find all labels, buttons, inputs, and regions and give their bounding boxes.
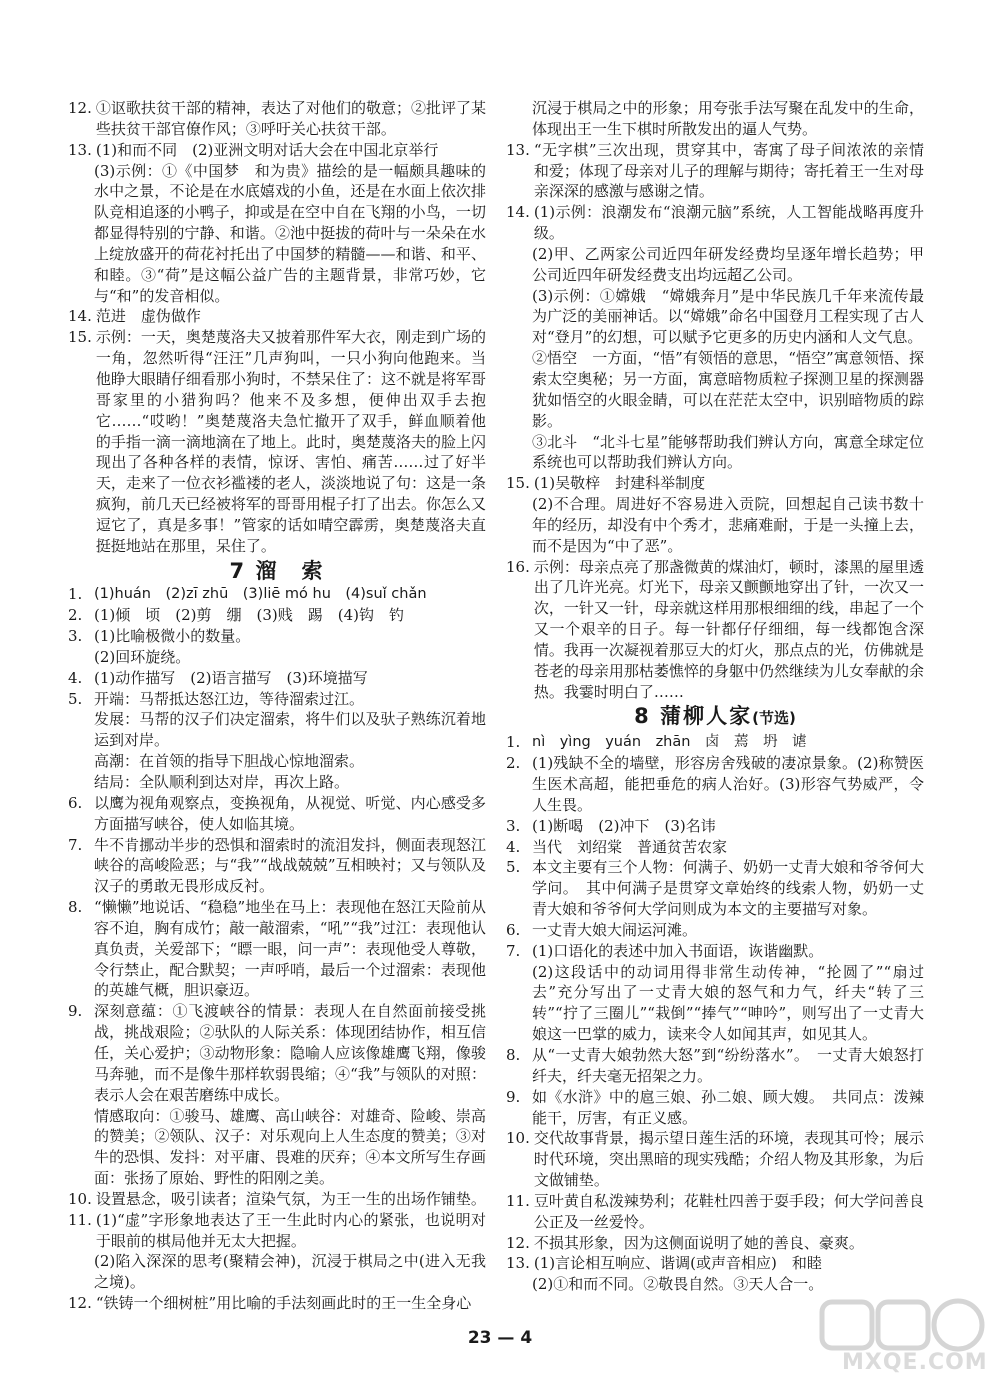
answer-item: [68, 751, 486, 772]
answer-text: (1)断喝 (2)冲下 (3)名讳: [532, 816, 716, 835]
answer-text: (1)“虚”字形象地表达了王一生此时内心的紧张，也说明对于眼前的棋局他并无太大把握。: [95, 1210, 486, 1250]
section-title: 蒲柳人家: [660, 704, 753, 729]
answer-item: [506, 962, 924, 1045]
answer-item: [506, 202, 924, 244]
answer-text: (1)动作描写 (2)语言描写 (3)环境描写: [94, 668, 368, 687]
answer-number: 13.: [68, 140, 92, 159]
answer-number: 6.: [506, 920, 521, 939]
answer-number: [506, 98, 532, 140]
answer-number: 2.: [68, 606, 83, 625]
answer-number: 7.: [68, 835, 83, 854]
answer-text: 以鹰为视角观察点，变换视角，从视觉、听觉、内心感受多方面描写峡谷，使人如临其境。: [94, 793, 486, 833]
answer-text: 不损其形象，因为这侧面说明了她的善良、豪爽。: [533, 1233, 864, 1252]
answer-number: [506, 494, 532, 557]
answer-number: 12.: [68, 99, 92, 117]
answer-item: [68, 1106, 486, 1189]
answer-text: 深刻意蕴：①飞渡峡谷的情景：表现人在自然面前接受挑战，挑战艰险；②驮队的人际关系：体现团结协作，相互信任，关心爱护；③动物形象：隐喻人应该像雄鹰飞翔，像骏马奔驰，而不是像牛那样软弱畏缩；④“我”与领队的对照：表示人会在艰苦磨练中成长。: [94, 1002, 486, 1104]
answer-item: [68, 1001, 486, 1105]
answer-number: 14.: [68, 307, 92, 326]
answer-number: 10.: [68, 1189, 92, 1208]
answer-text: “铁铸一个细树桩”用比喻的手法刻画此时的王一生全身心: [95, 1294, 472, 1313]
answer-item: [506, 1191, 924, 1233]
answer-text: (2)不合理。周进好不容易进入贡院，回想起自己读书数十年的经历，却没有中个秀才，悲痛难耐，于是一头撞上去，而不是因为“中了恶”。: [532, 495, 924, 555]
answer-text: (3)示例：①《中国梦 和为贵》描绘的是一幅颇具趣味的水中之景，不论是在水底嬉戏的小鱼，还是在水面上依次排队竞相追逐的小鸭子，抑或是在空中自在飞翔的小鸟，一切都显得特别的宁静、和谐。②池中挺拔的荷叶与一朵朵在水上绽放盛开的荷花衬托出了中国梦的精髓——和谐、和平、和睦。③“荷”是这幅公益广告的主题背景，非常巧妙，它与“和”的发音相似。: [94, 161, 486, 305]
answer-number: [506, 962, 532, 1045]
answer-number: 3.: [68, 627, 83, 646]
answer-number: [68, 709, 94, 751]
answer-number: [506, 244, 532, 286]
answer-item: [506, 1253, 924, 1274]
answer-item: [506, 732, 924, 753]
answer-item: [68, 835, 486, 898]
answer-text: 当代 刘绍棠 普通贫苦农家: [532, 837, 728, 856]
answer-item: [506, 1128, 924, 1191]
answer-item: [506, 1233, 924, 1254]
answer-number: [68, 161, 94, 307]
answer-item: [506, 244, 924, 286]
answer-number: 5.: [68, 689, 83, 708]
answer-text: 牛不肯挪动半步的恐惧和溜索时的流泪发抖，侧面表现怒江峡谷的高峻险恶；与“我”“战战兢兢”互相映衬；又与领队及汉子的勇敢无畏形成反衬。: [94, 835, 486, 896]
answer-item: [506, 753, 924, 816]
answer-item: [506, 98, 924, 140]
answer-number: 16.: [506, 557, 530, 576]
answer-item: [68, 897, 486, 1001]
answer-text: 情感取向：①骏马、雄鹰、高山峡谷：对雄奇、险峻、崇高的赞美；②领队、汉子：对乐观向上人生态度的赞美；③对牛的恐惧、发抖：对平庸、畏难的厌弃；④本文所写生存画面：张扬了原始、野性的阳刚之美。: [94, 1106, 486, 1188]
answer-item: [506, 920, 924, 941]
answer-number: 8.: [68, 898, 83, 917]
answer-item: [68, 772, 486, 793]
section-heading: [506, 706, 924, 729]
section-number: 8: [634, 704, 651, 729]
answer-text: 沉浸于棋局之中的形象；用夸张手法写聚在乱发中的生命，体现出王一生下棋时所散发出的逼人气势。: [532, 99, 924, 138]
answer-number: 1.: [68, 585, 83, 604]
answer-text: 结局：全队顺利到达对岸，再次上路。: [94, 773, 350, 791]
answer-text: (1)言论相互响应、谐调(或声音相应) 和睦: [533, 1254, 822, 1273]
answer-text: (2)这段话中的动词用得非常生动传神，“抡圆了”“扇过去”充分写出了一丈青大娘的怒气和力气，纤夫“转了三转”“拧了三圈儿”“栽倒”“捧气”“呻吟”，则写出了一丈青大娘这一巴掌的威力，读来令人如闻其声，如见其人。: [532, 962, 924, 1044]
answer-item: [506, 557, 924, 703]
answer-number: 9.: [68, 1002, 83, 1021]
answer-text: 交代故事背景，揭示望日莲生活的环境，表现其可怜；展示时代环境，突出黑暗的现实残酷；介绍人物及其形象，为后文做铺垫。: [533, 1129, 924, 1190]
answer-number: 15.: [68, 328, 92, 347]
answer-number: 14.: [506, 203, 530, 222]
page-number: 23 — 4: [467, 1328, 533, 1348]
answer-item: [68, 605, 486, 626]
answer-number: 13.: [506, 140, 530, 159]
answer-item: [506, 941, 924, 962]
answer-text: 一丈青大娘大闹运河滩。: [532, 920, 698, 939]
answer-item: [68, 140, 486, 161]
answer-number: 5.: [506, 858, 521, 877]
answer-text: (3)示例：①嫦娥 “嫦娥奔月”是中华民族几千年来流传最为广泛的美丽神话。以“嫦娥”命名中国登月工程实现了古人对“登月”的幻想，可以赋予它更多的历史内涵和人文气息。: [532, 286, 924, 347]
answer-text: (2)回环旋绕。: [94, 647, 191, 666]
watermark-seal-icon: [818, 1296, 990, 1356]
section-title: 溜 索: [255, 558, 325, 583]
answer-number: 4.: [68, 668, 83, 687]
answer-item: [506, 348, 924, 431]
left-column: [68, 98, 486, 1314]
right-column: [506, 98, 924, 1295]
answer-text: (1)和而不同 (2)亚洲文明对话大会在中国北京举行: [95, 140, 439, 159]
answer-number: [68, 751, 94, 772]
answer-number: [68, 647, 94, 668]
answer-text: (2)①和而不同。②敬畏自然。③天人合一。: [532, 1275, 824, 1294]
answer-text: 发展：马帮的汉子们决定溜索，将牛们以及驮子熟练沉着地运到对岸。: [94, 710, 486, 750]
section-number: 7: [229, 558, 247, 583]
answer-item: [68, 689, 486, 710]
answer-number: 3.: [506, 816, 521, 835]
answer-item: [506, 816, 924, 837]
answer-number: 7.: [506, 941, 521, 960]
answer-item: [506, 286, 924, 349]
answer-number: [68, 772, 94, 793]
answer-text: (1)倾 顷 (2)剪 绷 (3)贱 踢 (4)钩 钓: [94, 606, 404, 625]
answer-text: 从“一丈青大娘勃然大怒”到“纷纷落水”。 一丈青大娘怒打纤夫，纤夫毫无招架之力。: [532, 1045, 924, 1085]
answer-number: [506, 1274, 532, 1295]
answer-number: 1.: [506, 733, 521, 752]
answer-text: 如《水浒》中的扈三娘、孙二娘、顾大嫂。 共同点：泼辣能干，厉害，有正义感。: [532, 1087, 924, 1127]
answer-text: “懒懒”地说话、“稳稳”地坐在马上：表现他在怒江天险前从容不迫，胸有成竹；敲一敲溜索，“吼”“我”过江：表现他认真负责，关爱部下；“瞟一眼，问一声”：表现他受人尊敬，令行禁止，配合默契；一声呼哨，最后一个过溜索：表现他的英雄气概，胆识豪迈。: [94, 898, 486, 1000]
answer-text: ②悟空 一方面，“悟”有领悟的意思，“悟空”寓意领悟、探索太空奥秘；另一方面，寓意暗物质粒子探测卫星的探测器犹如悟空的火眼金睛，可以在茫茫太空中，识别暗物质的踪影。: [532, 349, 924, 430]
answer-item: [68, 327, 486, 556]
answer-number: 8.: [506, 1045, 521, 1064]
answer-item: [506, 837, 924, 858]
answer-item: [68, 161, 486, 307]
answer-text: (2)陷入深深的思考(聚精会神)，沉浸于棋局之中(进入无我之境)。: [94, 1252, 486, 1292]
answer-text: (1)残缺不全的墙壁，形容房舍残破的凄凉景象。(2)称赞医生医术高超，能把垂危的病人治好。(3)形容气势威严，令人生畏。: [532, 754, 924, 814]
answer-item: [68, 1189, 486, 1210]
answer-text: 示例：母亲点亮了那盏微黄的煤油灯，顿时，漆黑的屋里透出了几许光亮。灯光下，母亲又颤颤地穿出了针，一次又一次，一针又一针，母亲就这样用那根细细的线，串起了一个又一个艰辛的日子。每一针都仔仔细细，每一线都饱含深情。我再一次凝视着那豆大的灯火，那点点的光，仿佛就是苍老的母亲用那枯萎憔悴的身躯中仍然继续为儿女奉献的余热。我霎时明白了……: [533, 557, 924, 701]
answer-number: 13.: [506, 1254, 530, 1273]
answer-item: [68, 668, 486, 689]
answer-text: (1)huán (2)zī zhū (3)liē mó hu (4)suǐ chǎn: [94, 586, 427, 603]
answer-item: [68, 709, 486, 751]
answer-number: [506, 348, 532, 431]
answer-number: 11.: [506, 1191, 530, 1210]
answer-number: 6.: [68, 793, 83, 812]
answer-number: 9.: [506, 1087, 521, 1106]
section-heading: [68, 558, 486, 583]
answer-item: [68, 626, 486, 647]
answer-item: [68, 1293, 486, 1314]
answer-text: (1)吴敬梓 封建科举制度: [533, 474, 706, 493]
answer-text: 豆叶黄自私泼辣势利；花鞋杜四善于耍手段；何大学问善良公正及一丝爱怜。: [533, 1191, 924, 1231]
section-note: (节选): [752, 709, 796, 728]
answer-item: [506, 494, 924, 557]
answer-text: (1)示例：浪潮发布“浪潮元脑”系统，人工智能战略再度升级。: [533, 203, 924, 243]
answer-text: 高潮：在首领的指导下胆战心惊地溜索。: [94, 752, 365, 771]
answer-number: 4.: [506, 837, 521, 856]
answer-text: 范进 虚伪做作: [95, 307, 201, 326]
answer-item: [506, 1274, 924, 1295]
answer-number: 2.: [506, 754, 521, 773]
answer-number: [68, 1251, 94, 1293]
answer-number: 10.: [506, 1129, 530, 1148]
answer-text: “无字棋”三次出现，贯穿其中，寄寓了母子间浓浓的亲情和爱；体现了母亲对儿子的理解与期待；寄托着王一生对母亲深深的感激与感谢之情。: [533, 140, 924, 201]
answer-text: (2)甲、乙两家公司近四年研发经费均呈逐年增长趋势；甲公司近四年研发经费支出均远超乙公司。: [532, 244, 924, 284]
answer-text: 设置悬念，吸引读者；渲染气氛，为王一生的出场作铺垫。: [95, 1189, 486, 1208]
answer-number: 12.: [506, 1233, 530, 1252]
answer-number: 12.: [68, 1294, 92, 1313]
answer-item: [506, 473, 924, 494]
answer-text: 示例：一天，奥楚蔑洛夫又披着那件军大衣，刚走到广场的一角，忽然听得“汪汪”几声狗叫，一只小狗向他跑来。当他睁大眼睛仔细看那小狗时，不禁呆住了：这不就是将军哥哥家里的小猎狗吗？他来不及多想，便伸出双手去抱它……“哎哟！”奥楚蔑洛夫急忙撤开了双手，鲜血顺着他的手指一滴一滴地滴在了地上。此时，奥楚蔑洛夫的脸上闪现出了各种各样的表情，惊讶、害怕、痛苦……过了好半天，走来了一位衣衫褴褛的老人，淡淡地说了句：这是一条疯狗，前几天已经被将军的哥哥用棍子打了出去。你怎么又逗它了，真是多事！”管家的话如晴空霹雳，奥楚蔑洛夫直挺挺地站在那里，呆住了。: [95, 328, 486, 555]
watermark-logo: [818, 1296, 990, 1380]
answer-item: [68, 306, 486, 327]
answer-text: ③北斗 “北斗七星”能够帮助我们辨认方向，寓意全球定位系统也可以帮助我们辨认方向。: [532, 432, 924, 472]
answer-number: [68, 1106, 94, 1189]
answer-text: 开端：马帮抵达怒江边，等待溜索过江。: [94, 689, 365, 708]
answer-text: ①讴歌扶贫干部的精神，表达了对他们的敬意；②批评了某些扶贫干部官僚作风；③呼吁关心扶贫干部。: [95, 99, 486, 138]
answer-text: (1)比喻极微小的数量。: [94, 627, 251, 646]
answer-item: [68, 584, 486, 605]
watermark-text: MXQE.COM: [842, 1350, 988, 1375]
answer-text: nì yìng yuán zhān 卤 蔫 坍 谑: [532, 734, 807, 751]
answer-number: 11.: [68, 1210, 92, 1229]
answer-number: 15.: [506, 474, 530, 493]
answer-item: [506, 140, 924, 203]
answer-item: [68, 647, 486, 668]
answer-number: [506, 286, 532, 349]
answer-text: (1)口语化的表述中加入书面语，诙谐幽默。: [532, 941, 824, 960]
answer-text: 本文主要有三个人物：何满子、奶奶一丈青大娘和爷爷何大学问。 其中何满子是贯穿文章始终的线索人物，奶奶一丈青大娘和爷爷何大学问则成为本文的主要描写对象。: [532, 858, 924, 919]
answer-item: [506, 1087, 924, 1129]
answer-item: [68, 98, 486, 140]
answer-item: [506, 1045, 924, 1087]
answer-item: [506, 432, 924, 474]
answer-item: [68, 1251, 486, 1293]
answer-item: [506, 857, 924, 920]
answer-number: [506, 432, 532, 474]
answer-item: [68, 793, 486, 835]
answer-item: [68, 1210, 486, 1252]
